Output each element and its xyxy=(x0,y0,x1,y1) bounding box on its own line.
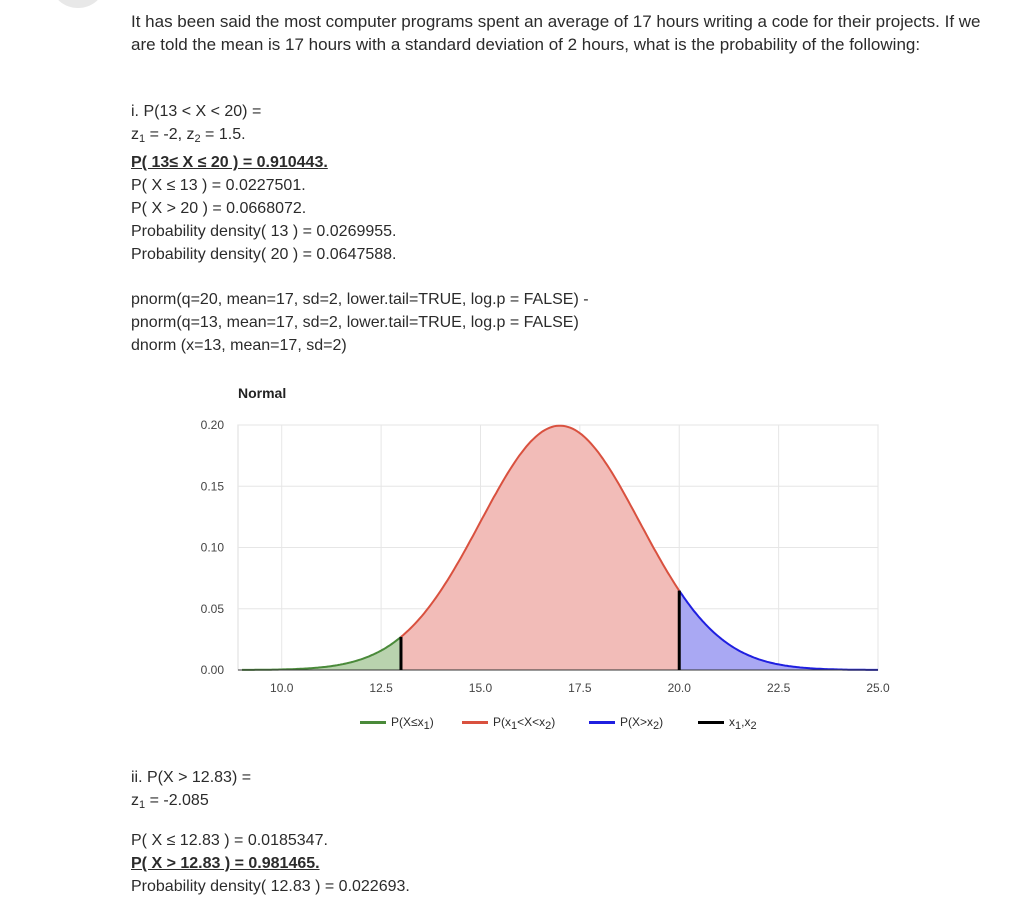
x-tick-label: 17.5 xyxy=(568,681,592,695)
legend-middle: P(x1<X<x2) xyxy=(462,710,555,738)
problem-statement: It has been said the most computer programs spent an average of 17 hours writing a code for their projects. If we are told the mean is 17 hours with a standard deviation of 2 hours, what is the probability of the following: xyxy=(131,12,981,54)
legend-swatch-bounds xyxy=(698,721,724,724)
y-tick-label: 0.20 xyxy=(200,418,224,432)
legend-right-tail: P(X>x2) xyxy=(589,710,663,738)
part-i-question: i. P(13 < X < 20) = xyxy=(131,103,262,120)
prob-gt-20: P( X > 20 ) = 0.0668072. xyxy=(131,200,307,217)
legend-left-tail: P(X≤x1) xyxy=(360,710,434,738)
y-tick-label: 0.00 xyxy=(200,663,224,677)
prob-le-13: P( X ≤ 13 ) = 0.0227501. xyxy=(131,177,306,194)
z-score-line: $z_1 = -2.085$ xyxy=(131,792,209,811)
y-tick-label: 0.10 xyxy=(200,540,224,555)
density-13: Probability density( 13 ) = 0.0269955. xyxy=(131,223,397,240)
x-tick-label: 10.0 xyxy=(270,681,294,695)
r-code-block xyxy=(131,288,589,357)
code-line-1: pnorm(q=20, mean=17, sd=2, lower.tail=TRUE, log.p = FALSE) - xyxy=(131,291,589,308)
x-tick-label: 15.0 xyxy=(468,681,493,695)
y-tick-label: 0.15 xyxy=(200,479,224,494)
density-1283: Probability density( 12.83 ) = 0.022693. xyxy=(131,878,410,895)
legend-swatch-left xyxy=(360,721,386,724)
chart-title: Normal xyxy=(238,385,287,401)
chart-legend xyxy=(180,710,900,734)
avatar[interactable] xyxy=(52,0,104,8)
y-tick-label: 0.05 xyxy=(200,601,224,616)
x-tick-label: 12.5 xyxy=(369,681,393,695)
x-tick-label: 25.0 xyxy=(866,681,890,695)
z-scores-line: $z_1 = -2$, $z_2 = 1.5$. xyxy=(131,126,246,145)
code-line-2: pnorm(q=13, mean=17, sd=2, lower.tail=TRUE, log.p = FALSE) xyxy=(131,314,579,331)
prob-le-1283: P( X ≤ 12.83 ) = 0.0185347. xyxy=(131,832,328,849)
legend-swatch-mid xyxy=(462,721,488,724)
x-tick-label: 22.5 xyxy=(766,681,791,695)
chart-svg xyxy=(180,380,900,710)
part-ii-question: ii. P(X > 12.83) = xyxy=(131,769,252,786)
legend-swatch-right xyxy=(589,721,615,724)
code-line-3: dnorm (x=13, mean=17, sd=2) xyxy=(131,337,347,354)
part-ii-answer: P( X > 12.83 ) = 0.981465. xyxy=(131,855,320,872)
part-ii-section xyxy=(131,766,410,898)
x-tick-label: 20.0 xyxy=(667,681,691,695)
document-body xyxy=(131,10,991,56)
part-i-answer: P( 13≤ X ≤ 20 ) = 0.910443. xyxy=(131,154,328,171)
spacer xyxy=(131,817,410,829)
legend-bounds: x1,x2 xyxy=(698,710,757,738)
density-20: Probability density( 20 ) = 0.0647588. xyxy=(131,246,397,263)
normal-distribution-chart xyxy=(180,380,900,740)
part-i-section xyxy=(131,100,397,266)
